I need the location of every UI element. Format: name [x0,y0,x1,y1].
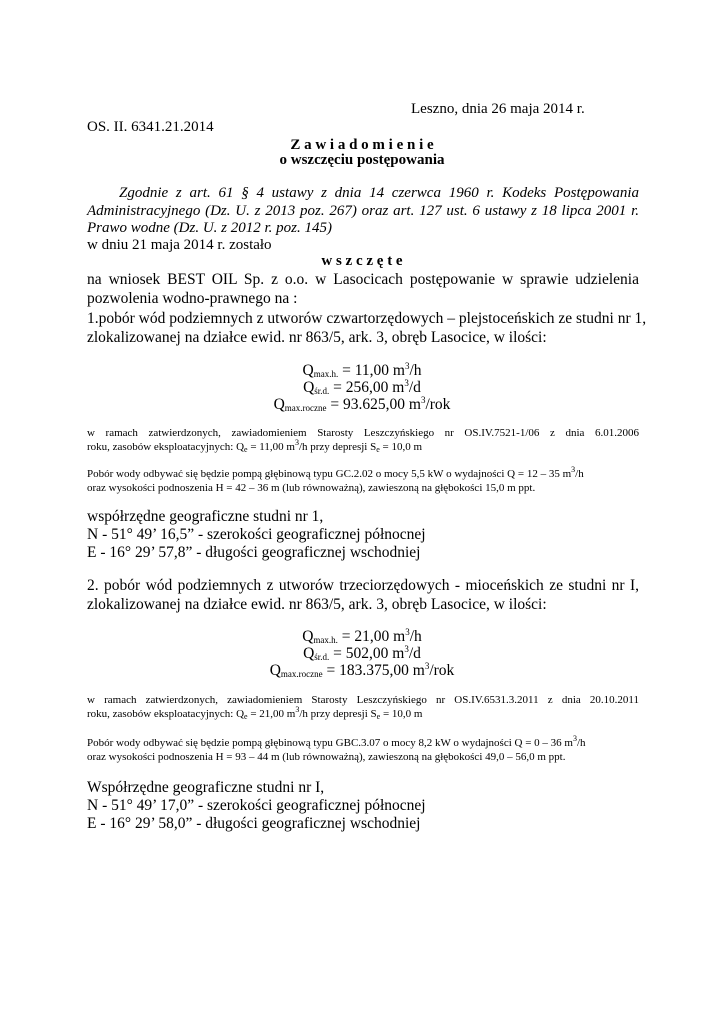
legal-basis-line-1: Zgodnie z art. 61 § 4 ustawy z dnia 14 czerwca 1960 r. Kodeks Postępowania [119,185,639,201]
initiated-heading: w s z c z ę t e [321,253,403,269]
place-date: Leszno, dnia 26 maja 2014 r. [411,101,585,117]
section-2-coords-n: N - 51° 49’ 17,0” - szerokości geograficznej północnej [87,797,426,814]
section-1-pump-line-1: Pobór wody odbywać się będzie pompą głębinową typu GC.2.02 o mocy 5,5 kW o wydajności Q = 12 – 35 $m^3/h$ [87,465,584,480]
document-title: Z a w i a d o m i e n i e [290,137,434,153]
section-1-line-2: zlokalizowanej na działce ewid. nr 863/5, ark. 3, obręb Lasocice, w ilości: [87,329,547,346]
section-1-coords-title: współrzędne geograficzne studni nr 1, [87,508,324,525]
section-1-resources-line-2: roku, zasobów eksploatacyjnych: Qe = 11,00 $m^3/h$ przy depresji Se = 10,0 m [87,438,423,454]
legal-basis-line-3: Prawo wodne (Dz. U. z 2012 r. poz. 145) [87,220,333,236]
section-2-resources-line-2: roku, zasobów eksploatacyjnych: Qe = 21,00 $m^3/h$ przy depresji Se = 10,0 m [87,705,423,721]
section-2-line-1: 2. pobór wód podziemnych z utworów trzeciorzędowych - mioceńskich ze studni nr I, [87,577,639,594]
section-1-coords-n: N - 51° 49’ 16,5” - szerokości geograficznej północnej [87,526,426,543]
document-subtitle: o wszczęciu postępowania [279,152,445,168]
request-line-1: na wniosek BEST OIL Sp. z o.o. w Lasocicach postępowanie w sprawie udzielenia [87,271,639,288]
section-1-pump-line-2: oraz wysokości podnoszenia H = 42 – 36 m (lub równoważną), zawieszoną na głębokości 15,0 m ppt. [87,482,536,494]
section-2-pump-line-2: oraz wysokości podnoszenia H = 93 – 44 m (lub równoważną), zawieszoną na głębokości 49,0 – 56,0 m ppt. [87,751,566,763]
section-1-q-sr-d: $Q_{śr.d.} = 256,00$ $m^3/d$ [303,378,421,396]
section-2-q-max-roczne: $Q_{max.roczne} = 183.375,00$ $m^3$/rok [269,661,455,679]
section-2-coords-title: Współrzędne geograficzne studni nr I, [87,779,325,796]
section-2-q-max-h: $Q_{max.h.} = 21,00$ $m^3/h$ [302,627,422,645]
section-1-coords-e: E - 16° 29’ 57,8” - długości geograficznej wschodniej [87,544,421,561]
request-line-2: pozwolenia wodno-prawnego na : [87,290,298,307]
section-1-q-max-roczne: $Q_{max.roczne} = 93.625,00$ $m^3$/rok [273,395,451,413]
section-2-coords-e: E - 16° 29’ 58,0” - długości geograficznej wschodniej [87,815,421,832]
section-2-pump-line-1: Pobór wody odbywać się będzie pompą głębinową typu GBC.3.07 o mocy 8,2 kW o wydajności Q = 0 – 36 $m^3/h$ [87,734,586,749]
section-1-line-1: 1.pobór wód podziemnych z utworów czwartorzędowych – plejstoceńskich ze studni nr 1, [87,310,647,327]
legal-basis-line-2: Administracyjnego (Dz. U. z 2013 poz. 267) oraz art. 127 ust. 6 ustawy z 18 lipca 2001 r. [87,203,639,219]
case-number: OS. II. 6341.21.2014 [87,119,214,135]
section-1-q-max-h: $Q_{max.h.} = 11,00$ $m^3/h$ [302,361,422,379]
section-1-resources-line-1: w ramach zatwierdzonych, zawiadomieniem Starosty Leszczyńskiego nr OS.IV.7521-1/06 z dnia 6.01.2006 [87,427,639,439]
initiation-date-line: w dniu 21 maja 2014 r. zostało [87,237,272,253]
section-2-line-2: zlokalizowanej na działce ewid. nr 863/5, ark. 3, obręb Lasocice, w ilości: [87,596,547,613]
section-2-q-sr-d: $Q_{śr.d.} = 502,00$ $m^3/d$ [303,644,421,662]
section-2-resources-line-1: w ramach zatwierdzonych, zawiadomieniem Starosty Leszczyńskiego nr OS.IV.6531.3.2011 z dnia 20.10.2011 [87,694,639,706]
